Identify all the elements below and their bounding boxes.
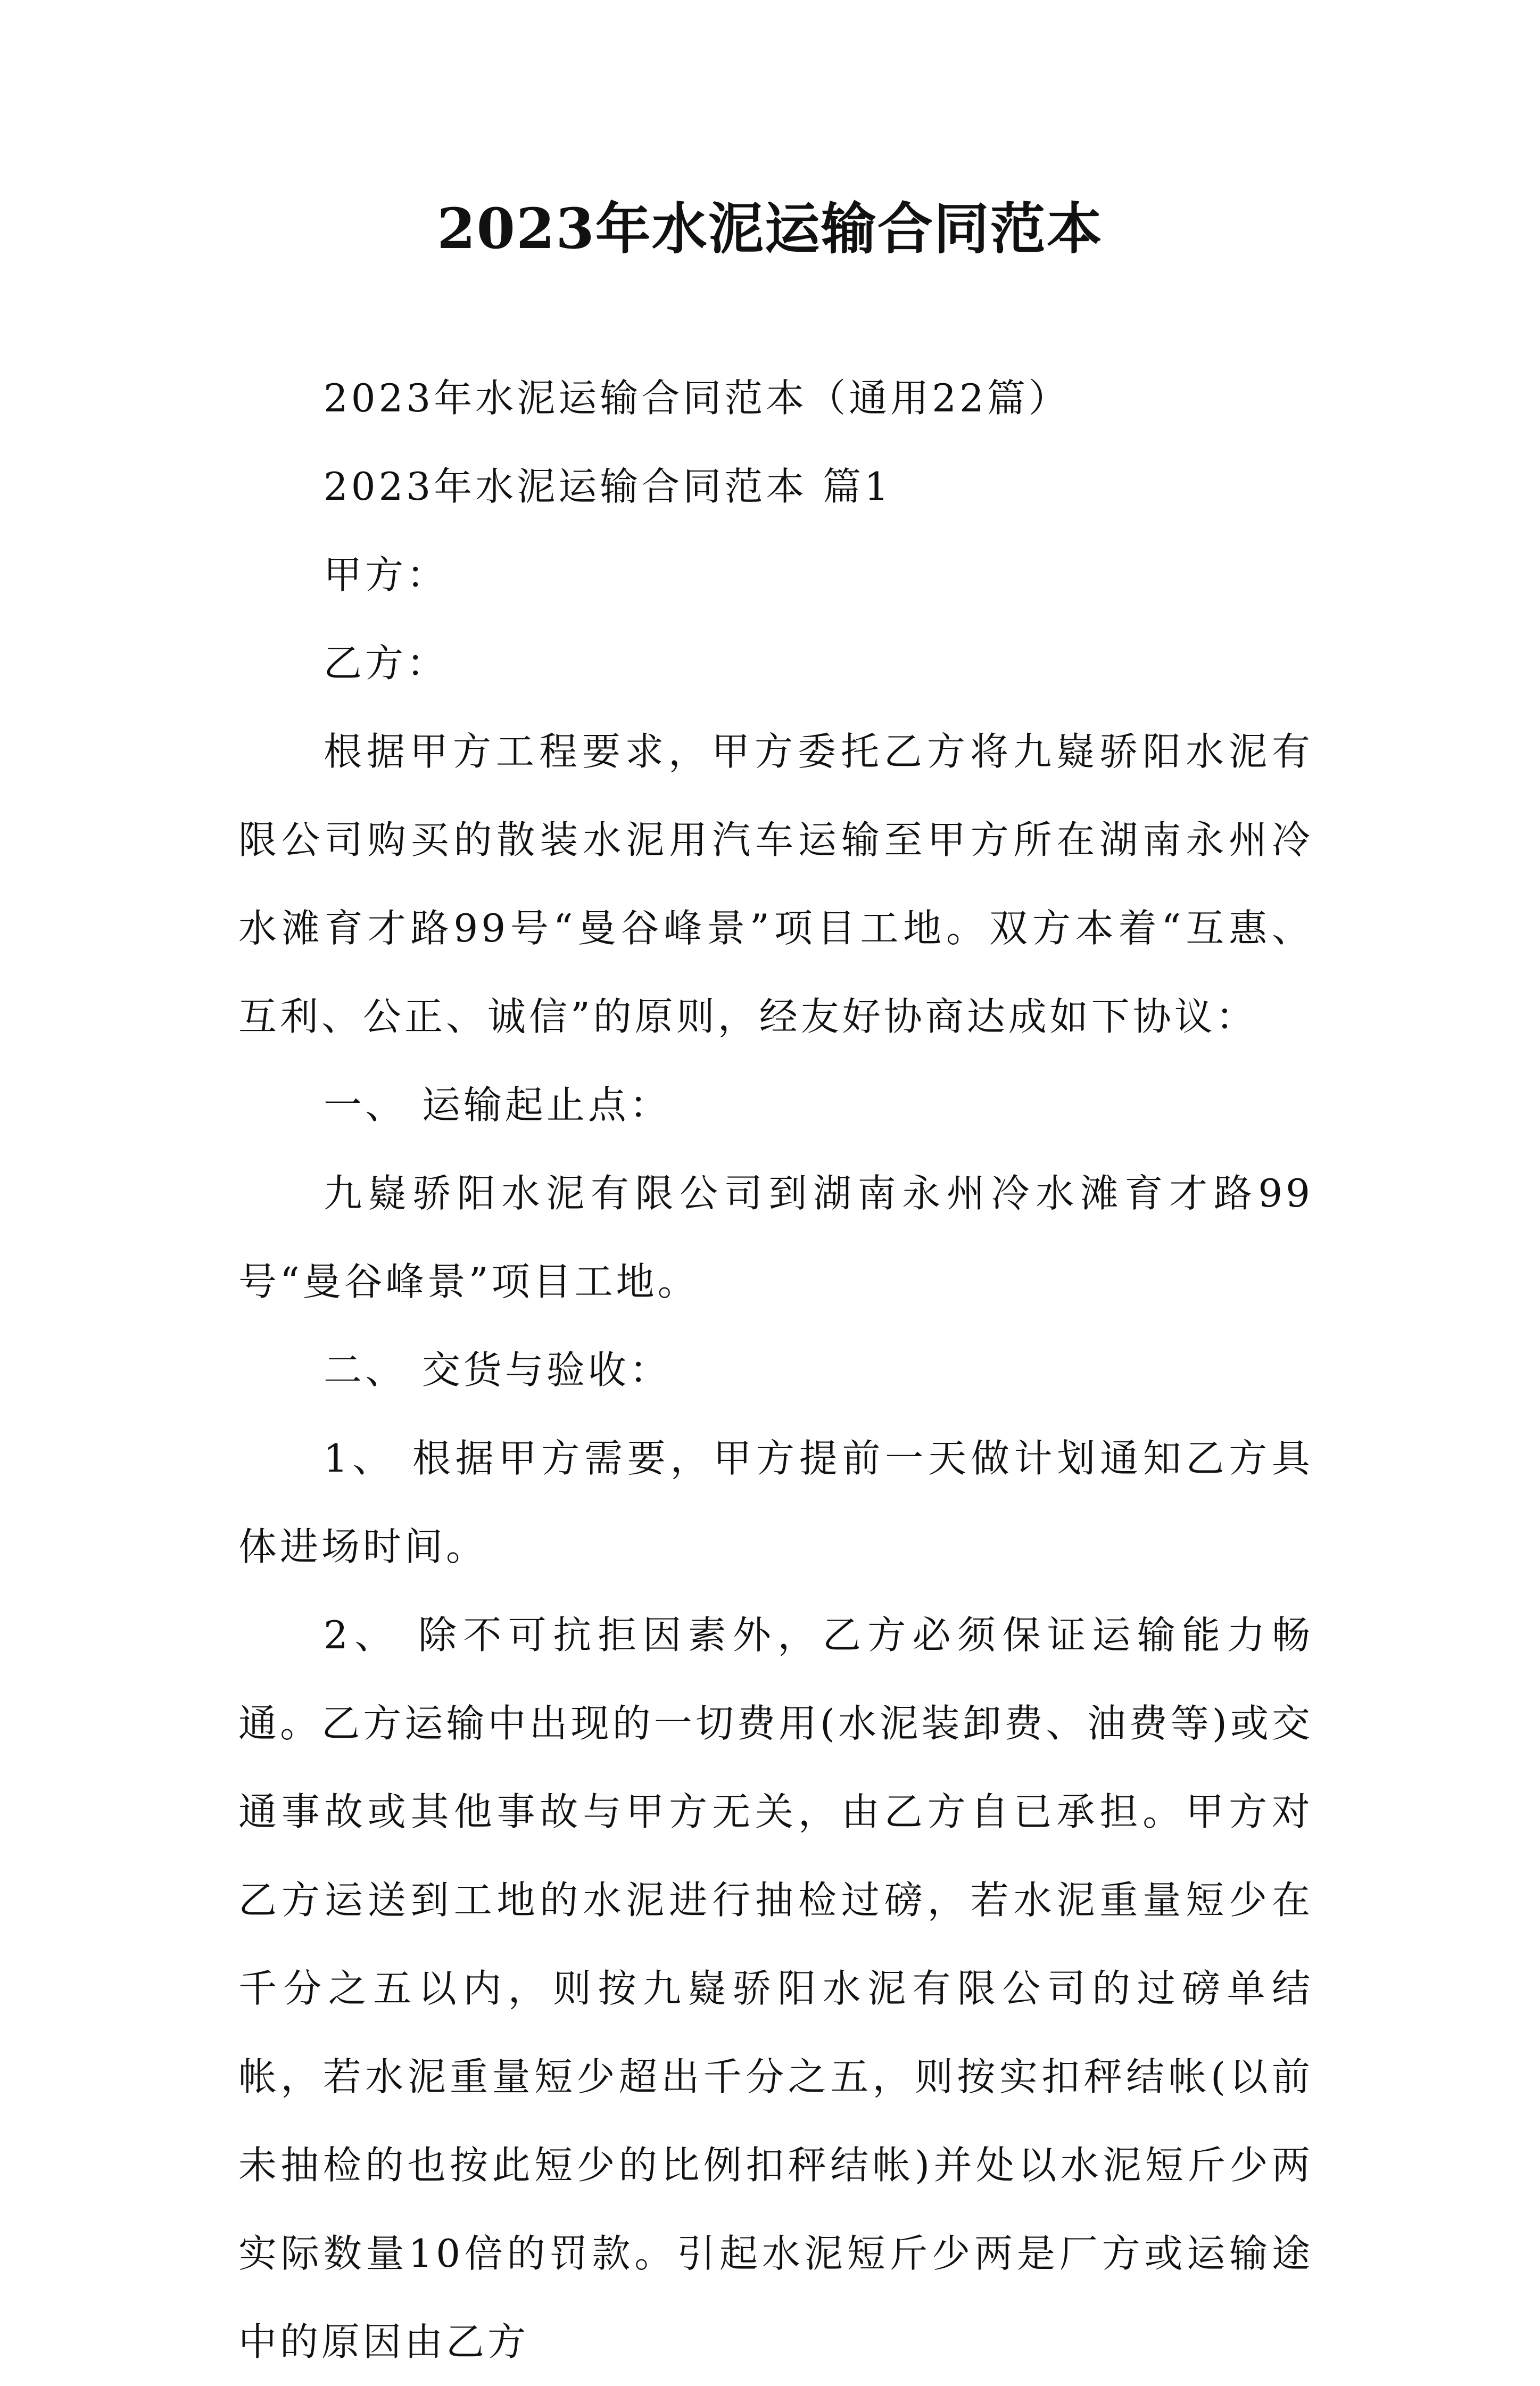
document-body <box>238 354 1313 2386</box>
paragraph-subtitle: 2023年水泥运输合同范本（通用22篇） <box>324 376 1070 420</box>
paragraph-clause-1-text: 九嶷骄阳水泥有限公司到湖南永州冷水滩育才路99号“曼谷峰景”项目工地。 <box>238 1171 1313 1304</box>
paragraph-clause-2-item-1: 1、 根据甲方需要，甲方提前一天做计划通知乙方具体进场时间。 <box>238 1436 1313 1569</box>
paragraph-clause-2-item-2: 2、 除不可抗拒因素外，乙方必须保证运输能力畅通。乙方运输中出现的一切费用(水泥装卸费、油费等)或交通事故或其他事故与甲方无关，由乙方自已承担。甲方对乙方运送到工地的水泥进行抽检过磅，若水泥重量短少在千分之五以内，则按九嶷骄阳水泥有限公司的过磅单结帐，若水泥重量短少超出千分之五，则按实扣秤结帐(以前未抽检的也按此短少的比例扣秤结帐)并处以水泥短斤少两实际数量10倍的罚款。引起水泥短斤少两是厂方或运输途中的原因由乙方 <box>238 1613 1313 2364</box>
paragraph-clause-2-heading: 二、 交货与验收： <box>324 1348 671 1392</box>
paragraph-clause-1-heading: 一、 运输起止点： <box>324 1083 671 1127</box>
paragraph-party-b: 乙方： <box>324 641 449 686</box>
paragraph-intro: 根据甲方工程要求，甲方委托乙方将九嶷骄阳水泥有限公司购买的散装水泥用汽车运输至甲方所在湖南永州冷水滩育才路99号“曼谷峰景”项目工地。双方本着“互惠、互利、公正、诚信”的原则，经友好协商达成如下协议： <box>238 729 1313 1039</box>
document-title: 2023年水泥运输合同范本 <box>437 196 1103 261</box>
paragraph-party-a: 甲方： <box>324 552 449 597</box>
paragraph-section-heading: 2023年水泥运输合同范本 篇1 <box>324 464 892 509</box>
